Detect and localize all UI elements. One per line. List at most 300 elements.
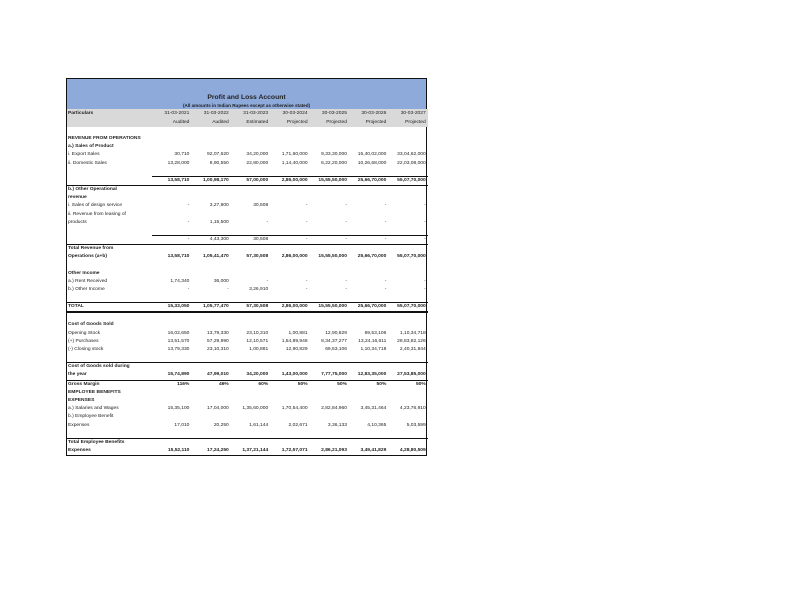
empty-cell (152, 127, 191, 135)
empty-cell (231, 262, 270, 270)
value-cell: - (187, 219, 190, 225)
salaries-row (67, 405, 428, 413)
pl-table (67, 109, 428, 455)
document-subtitle: (All amounts in Indian Rupees except as otherwise stated) (182, 103, 311, 108)
col-date: 30-03-2026 (361, 111, 387, 116)
empty-cell (191, 270, 230, 278)
empty-cell (191, 312, 230, 321)
section-heading-row (67, 397, 428, 405)
value-cell: 15,40,02,000 (357, 152, 387, 158)
empty-cell (388, 135, 427, 143)
cogs-year-row (67, 371, 428, 380)
row-label: b.) Employee Benefit (68, 414, 114, 420)
empty-cell (152, 321, 191, 329)
empty-cell (349, 389, 388, 397)
title-band (67, 79, 426, 109)
col-date: 31-03-2021 (164, 111, 190, 116)
value-cell: - (266, 219, 269, 225)
value-cell: 12,10,571 (246, 338, 269, 344)
value-cell: 13,51,570 (167, 338, 190, 344)
empty-cell (310, 135, 349, 143)
empty-cell (231, 397, 270, 405)
empty-cell (152, 227, 191, 236)
value-cell: 4,28,80,509 (399, 448, 426, 454)
value-cell: 1,71,60,000 (281, 152, 308, 158)
empty-cell (191, 262, 230, 270)
empty-cell (231, 245, 270, 254)
value-cell: - (384, 278, 387, 284)
empty-cell (152, 270, 191, 278)
row-label (67, 176, 152, 185)
value-cell: 69,53,106 (325, 347, 347, 353)
value-cell: - (388, 236, 427, 245)
value-cell: 57,00,000 (231, 176, 270, 185)
value-cell: 13,79,330 (167, 347, 190, 353)
empty-cell (388, 389, 427, 397)
empty-cell (388, 397, 427, 405)
value-cell: 12,90,829 (285, 347, 308, 353)
empty-cell (310, 262, 349, 270)
value-cell: 15,55,50,000 (310, 176, 349, 185)
empty-cell (191, 245, 230, 254)
value-cell: 69,53,106 (364, 330, 387, 336)
gross-margin-row (67, 380, 428, 389)
row-label: Expenses (68, 448, 91, 454)
section-heading-row (67, 245, 428, 254)
value-cell: 50% (349, 380, 388, 389)
empty-cell (349, 321, 388, 329)
value-cell: 4,23,76,910 (399, 406, 426, 412)
value-cell: 50% (270, 380, 309, 389)
value-cell: 1,72,57,071 (281, 448, 308, 454)
value-cell: 55,07,70,000 (388, 176, 427, 185)
row-label: a.) Rent Received (68, 278, 108, 284)
empty-cell (270, 194, 309, 202)
value-cell: 1,74,340 (170, 278, 190, 284)
value-cell: 17,04,000 (207, 406, 229, 412)
empty-cell (152, 168, 191, 177)
col-date: 30-03-2027 (400, 111, 426, 116)
empty-cell (310, 312, 349, 321)
col-status: Audited (212, 120, 229, 125)
section-heading-row (67, 211, 428, 219)
empty-cell (231, 354, 270, 363)
value-cell: 20,250 (213, 422, 229, 428)
value-cell: - (345, 278, 347, 284)
empty-cell (152, 413, 191, 421)
value-cell: 13,24,16,611 (358, 338, 387, 344)
col-status: Projected (365, 120, 387, 125)
empty-cell (388, 143, 427, 151)
profit-loss-sheet (66, 78, 427, 456)
spacer-row (67, 262, 428, 270)
empty-cell (231, 312, 270, 321)
value-cell: 7,77,75,000 (321, 372, 347, 378)
empty-cell (152, 262, 191, 270)
empty-cell (270, 245, 309, 254)
leasing-row (67, 219, 428, 227)
empty-cell (191, 135, 230, 143)
empty-cell (388, 270, 427, 278)
other-op-subtotal-row (67, 236, 428, 245)
closing-stock-row (67, 346, 428, 354)
empty-cell (231, 143, 270, 151)
empty-cell (349, 211, 388, 219)
empty-cell (270, 127, 309, 135)
document-title: Profit and Loss Account (207, 94, 286, 101)
value-cell: 13,79,330 (207, 330, 229, 336)
value-cell: 4,10,365 (367, 422, 387, 428)
empty-cell (231, 227, 270, 236)
value-cell: 3,45,31,464 (360, 406, 387, 412)
empty-cell (191, 143, 230, 151)
empty-cell (191, 438, 230, 447)
value-cell: - (424, 203, 426, 209)
value-cell: 2,86,00,000 (270, 176, 309, 185)
value-cell: 27,53,85,000 (397, 372, 426, 378)
empty-cell (191, 294, 230, 303)
empty-cell (152, 211, 191, 219)
row-label: revenue (68, 195, 87, 201)
value-cell: 1,15,500 (209, 219, 229, 225)
value-cell: 12,83,35,000 (357, 372, 387, 378)
empty-cell (349, 262, 388, 270)
row-label: b.) Other Income (68, 287, 105, 293)
row-label: TOTAL (67, 303, 152, 313)
empty-cell (349, 430, 388, 439)
empty-cell (191, 168, 230, 177)
section-heading-row (67, 270, 428, 278)
empty-cell (67, 430, 152, 439)
value-cell: 30,508 (231, 236, 270, 245)
empty-cell (310, 186, 349, 195)
value-cell: 22,80,000 (246, 160, 269, 166)
row-label: the year (68, 372, 87, 378)
empty-cell (191, 413, 230, 421)
spacer-row (67, 294, 428, 303)
empty-cell (231, 389, 270, 397)
empty-cell (67, 262, 152, 270)
col-date: 30-03-2024 (282, 111, 308, 116)
empty-cell (349, 127, 388, 135)
col-date: 30-03-2025 (321, 111, 347, 116)
empty-cell (191, 227, 230, 236)
row-label: Total Revenue from (67, 245, 152, 254)
empty-cell (388, 354, 427, 363)
row-label: ii. Domestic Sales (68, 160, 107, 166)
value-cell: 23,10,310 (246, 330, 269, 336)
value-cell: 1,43,00,000 (281, 372, 308, 378)
empty-cell (152, 135, 191, 143)
value-cell: 116% (152, 380, 191, 389)
value-cell: - (187, 203, 190, 209)
empty-cell (349, 438, 388, 447)
total-emp-row (67, 447, 428, 455)
empty-cell (67, 294, 152, 303)
empty-cell (310, 227, 349, 236)
section-heading-row (67, 321, 428, 329)
empty-cell (67, 227, 152, 236)
spacer-row (67, 168, 428, 177)
value-cell: 46% (191, 380, 230, 389)
emp-benefit-row (67, 422, 428, 430)
value-cell: 47,99,010 (207, 372, 229, 378)
value-cell: 15,74,890 (167, 372, 190, 378)
value-cell: - (227, 287, 229, 293)
empty-cell (388, 413, 427, 421)
col-status: Audited (172, 120, 190, 125)
spacer-row (67, 354, 428, 363)
empty-cell (310, 430, 349, 439)
value-cell: - (424, 287, 426, 293)
value-cell: 15,35,100 (167, 406, 190, 412)
empty-cell (152, 294, 191, 303)
empty-cell (231, 135, 270, 143)
value-cell: 1,10,34,718 (399, 330, 426, 336)
value-cell: 23,10,310 (207, 347, 229, 353)
empty-cell (388, 430, 427, 439)
empty-cell (67, 127, 152, 135)
empty-cell (270, 430, 309, 439)
empty-cell (310, 354, 349, 363)
row-label: Cost of Goods Sold (68, 322, 114, 328)
empty-cell (349, 397, 388, 405)
empty-cell (388, 168, 427, 177)
empty-cell (152, 186, 191, 195)
empty-cell (270, 270, 309, 278)
spacer-row (67, 430, 428, 439)
empty-cell (270, 262, 309, 270)
section-heading-row (67, 389, 428, 397)
empty-cell (349, 413, 388, 421)
empty-cell (349, 270, 388, 278)
row-label: ii. Revenue from leasing of (68, 211, 126, 217)
value-cell: - (349, 236, 388, 245)
empty-cell (388, 194, 427, 202)
value-cell: 57,30,508 (231, 303, 270, 313)
value-cell: - (345, 219, 347, 225)
value-cell: 15,55,50,000 (318, 254, 347, 260)
value-cell: 2,82,84,960 (321, 406, 347, 412)
total-rev-row (67, 253, 428, 261)
empty-cell (349, 354, 388, 363)
value-cell: 60% (231, 380, 270, 389)
sales-subtotal-row (67, 176, 428, 185)
design-service-row (67, 202, 428, 210)
value-cell: 15,55,50,000 (310, 303, 349, 313)
value-cell: - (305, 278, 308, 284)
empty-cell (67, 168, 152, 177)
empty-cell (388, 294, 427, 303)
value-cell: 8,34,37,277 (321, 338, 347, 344)
value-cell: 25,66,70,000 (349, 303, 388, 313)
empty-cell (349, 186, 388, 195)
value-cell: 2,86,21,093 (321, 448, 347, 454)
value-cell: 9,33,30,000 (321, 152, 347, 158)
value-cell: 33,04,62,000 (397, 152, 426, 158)
value-cell: 1,10,34,718 (360, 347, 387, 353)
empty-cell (191, 321, 230, 329)
empty-cell (388, 227, 427, 236)
empty-cell (270, 135, 309, 143)
value-cell: 4,43,300 (191, 236, 230, 245)
empty-cell (270, 363, 309, 372)
value-cell: 1,00,881 (249, 347, 269, 353)
empty-cell (191, 354, 230, 363)
section-heading-row (67, 438, 428, 447)
value-cell: 50% (388, 380, 427, 389)
empty-cell (270, 168, 309, 177)
value-cell: 16,02,650 (167, 330, 190, 336)
total-row (67, 303, 428, 313)
empty-cell (152, 143, 191, 151)
value-cell: - (310, 236, 349, 245)
empty-cell (191, 194, 230, 202)
empty-cell (270, 211, 309, 219)
empty-cell (310, 321, 349, 329)
empty-cell (388, 186, 427, 195)
value-cell: 55,07,70,000 (397, 254, 426, 260)
empty-cell (310, 413, 349, 421)
value-cell: 15,33,050 (152, 303, 191, 313)
empty-cell (349, 245, 388, 254)
empty-cell (67, 312, 152, 321)
empty-cell (270, 354, 309, 363)
value-cell: 34,20,000 (246, 152, 269, 158)
section-heading-row (67, 143, 428, 151)
row-label: Opening Stock (68, 330, 101, 336)
spacer-row (67, 227, 428, 236)
empty-cell (152, 397, 191, 405)
col-status: Projected (405, 120, 426, 125)
empty-cell (310, 211, 349, 219)
empty-cell (388, 312, 427, 321)
empty-cell (388, 363, 427, 372)
empty-cell (270, 397, 309, 405)
empty-cell (231, 168, 270, 177)
rent-received-row (67, 278, 428, 286)
section-heading-row (67, 186, 428, 195)
empty-cell (152, 194, 191, 202)
value-cell: 1,54,89,948 (281, 338, 308, 344)
value-cell: 1,37,21,144 (242, 448, 269, 454)
header-row-dates (67, 109, 428, 118)
row-label: EMPLOYEE BENEFITS (68, 389, 121, 395)
row-label: i. Sales of design service (68, 203, 123, 209)
value-cell: 1,14,40,000 (281, 160, 308, 166)
empty-cell (310, 245, 349, 254)
empty-cell (270, 143, 309, 151)
empty-cell (349, 294, 388, 303)
section-heading-row (67, 363, 428, 372)
value-cell: 25,66,70,000 (357, 254, 387, 260)
empty-cell (231, 186, 270, 195)
section-heading-row (67, 413, 428, 421)
value-cell: 17,010 (174, 422, 190, 428)
empty-cell (231, 270, 270, 278)
row-label: (-) Closing stock (68, 347, 104, 353)
value-cell: 3,27,800 (209, 203, 229, 209)
row-label: a.) Sales of Product (68, 144, 114, 150)
value-cell: 13,58,710 (167, 254, 190, 260)
value-cell: 1,05,41,470 (202, 254, 229, 260)
empty-cell (67, 354, 152, 363)
empty-cell (349, 168, 388, 177)
row-label: Total Employee Benefits (67, 438, 152, 447)
value-cell: 2,86,00,000 (270, 303, 309, 313)
particulars-header: Particulars (68, 111, 94, 116)
empty-cell (231, 211, 270, 219)
empty-cell (388, 127, 427, 135)
value-cell: 1,70,54,400 (281, 406, 308, 412)
spacer-row (67, 312, 428, 321)
value-cell: 1,00,881 (288, 330, 308, 336)
row-label: Gross Margin (67, 380, 152, 389)
empty-cell (349, 194, 388, 202)
empty-cell (231, 363, 270, 372)
empty-cell (270, 321, 309, 329)
row-label: a.) Salaries and Wages (68, 406, 119, 412)
empty-cell (152, 389, 191, 397)
purchases-row (67, 338, 428, 346)
row-label: (+) Purchases (68, 338, 99, 344)
value-cell: 1,05,77,470 (191, 303, 230, 313)
empty-cell (388, 438, 427, 447)
empty-cell (191, 397, 230, 405)
empty-cell (310, 143, 349, 151)
col-date: 31-03-2023 (243, 111, 269, 116)
value-cell: - (305, 287, 308, 293)
empty-cell (231, 127, 270, 135)
value-cell: - (305, 203, 308, 209)
other-income-row (67, 286, 428, 294)
export-sales-row (67, 151, 428, 159)
value-cell: 2,02,671 (288, 422, 308, 428)
empty-cell (310, 270, 349, 278)
value-cell: - (305, 219, 308, 225)
value-cell: 17,24,250 (207, 448, 229, 454)
empty-cell (310, 168, 349, 177)
value-cell: 22,03,08,000 (397, 160, 426, 166)
value-cell: 50% (310, 380, 349, 389)
empty-cell (231, 194, 270, 202)
empty-cell (231, 321, 270, 329)
value-cell: 25,66,70,000 (349, 176, 388, 185)
empty-cell (349, 312, 388, 321)
empty-cell (152, 354, 191, 363)
empty-cell (388, 262, 427, 270)
col-date: 31-03-2022 (203, 111, 229, 116)
row-label: products (68, 219, 87, 225)
value-cell: - (424, 278, 426, 284)
empty-cell (270, 186, 309, 195)
value-cell: 15,52,110 (167, 448, 190, 454)
empty-cell (191, 186, 230, 195)
value-cell: 6,22,20,000 (321, 160, 347, 166)
value-cell: 2,86,00,000 (281, 254, 308, 260)
value-cell: 57,29,990 (207, 338, 229, 344)
value-cell: 36,000 (213, 278, 229, 284)
empty-cell (310, 294, 349, 303)
value-cell: - (266, 278, 269, 284)
row-label: Operations (a+b) (68, 254, 107, 260)
row-label (67, 236, 152, 245)
empty-cell (231, 294, 270, 303)
empty-cell (152, 245, 191, 254)
empty-cell (349, 363, 388, 372)
value-cell: 30,710 (174, 152, 190, 158)
empty-cell (310, 438, 349, 447)
